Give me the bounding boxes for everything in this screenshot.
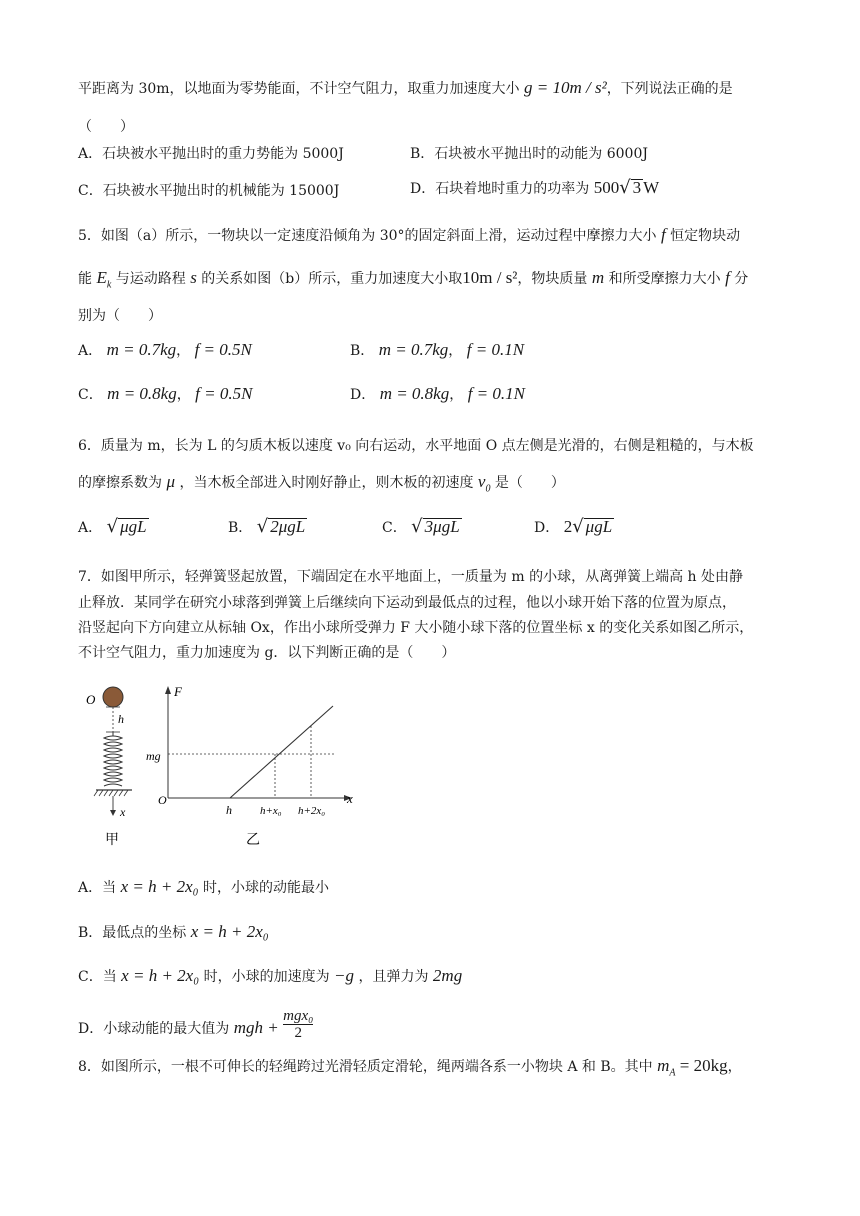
- q7-line1: 7．如图甲所示，轻弹簧竖起放置，下端固定在水平地面上，一质量为 m 的小球，从离弹簧上端高 h 处由静: [78, 569, 743, 585]
- unit: W: [643, 178, 660, 197]
- label-x: x: [120, 805, 126, 819]
- option-text: 石块被水平抛出时的重力势能为 5000J: [102, 146, 344, 162]
- text: 与运动路程: [115, 271, 186, 287]
- radicand: 2μgL: [270, 517, 306, 536]
- q4-stem: 平距离为 30m，以地面为零势能面，不计空气阻力，取重力加速度大小: [78, 81, 520, 97]
- sqrt-icon: √: [106, 516, 119, 537]
- q4-option-c[interactable]: [78, 180, 339, 200]
- q4-g-expr: g = 10m / s²: [524, 78, 607, 97]
- option-label: B．: [350, 343, 375, 359]
- f-symbol: f: [725, 268, 730, 287]
- option-value: 500: [593, 178, 620, 197]
- v0-symbol: $v_0$: [477, 472, 491, 495]
- q7-line2: 止释放．某同学在研究小球落到弹簧上后继续向下运动到最低点的过程，他以小球开始下落的位置为原点，: [78, 595, 736, 611]
- q4-option-a[interactable]: [78, 143, 344, 163]
- option-label: C．: [78, 969, 103, 985]
- m-symbol: m: [591, 268, 605, 287]
- q6-option-c[interactable]: [382, 516, 462, 537]
- option-label: C．: [78, 387, 103, 403]
- ma-value: = 20kg: [675, 1056, 728, 1075]
- option-label: D．: [410, 181, 436, 197]
- q5-line1: [78, 225, 740, 245]
- option-label: D．: [350, 387, 376, 403]
- fraction: [283, 1008, 313, 1041]
- text: 当: [102, 880, 117, 896]
- option-label: C．: [382, 520, 407, 536]
- q7-option-a[interactable]: [78, 877, 329, 897]
- radicand: 3μgL: [424, 517, 460, 536]
- text: ，当木板全部进入时刚好静止，则木板的初速度: [179, 475, 474, 491]
- label-origin: O: [158, 793, 167, 807]
- text: 当: [102, 969, 117, 985]
- q6-option-a[interactable]: [78, 516, 149, 537]
- q7-line4: 不计空气阻力，重力加速度为 g．以下判断正确的是（ ）: [78, 645, 456, 661]
- friction-value: f = 0.1N: [467, 384, 525, 403]
- sqrt-icon: √: [572, 516, 584, 537]
- friction-value: f = 0.5N: [195, 384, 253, 403]
- expr: mgh +: [233, 1017, 279, 1037]
- option-label: A．: [78, 146, 103, 162]
- text: 能: [78, 271, 92, 287]
- label-x: x: [347, 791, 353, 806]
- q7-option-c[interactable]: [78, 966, 462, 986]
- text: 时，小球的加速度为: [203, 969, 330, 985]
- q4-paren: （ ）: [78, 119, 134, 135]
- sqrt-icon: √: [411, 516, 423, 537]
- option-label: A．: [78, 520, 103, 536]
- option-label: D．: [78, 1020, 104, 1037]
- expr: 2mg: [432, 966, 463, 985]
- option-label: D．: [534, 520, 560, 536]
- text: ，物块质量: [517, 271, 588, 287]
- ball: [103, 687, 123, 707]
- mu-symbol: μ: [166, 472, 175, 491]
- text: 时，小球的动能最小: [202, 880, 329, 896]
- coefficient: 2: [563, 517, 573, 536]
- figure-yi: [140, 680, 370, 850]
- expr: x = h + 2x₀: [120, 877, 199, 896]
- text: ，: [727, 1059, 742, 1075]
- f-symbol: f: [660, 225, 666, 244]
- label-h-2x0: h+2x₀: [298, 805, 326, 817]
- q5-stem-tail: 恒定物块动: [670, 228, 741, 244]
- numerator: mgx₀: [283, 1008, 314, 1024]
- text: ，且弹力为: [358, 969, 429, 985]
- option-label: B．: [78, 925, 103, 941]
- q8-stem: 8．如图所示，一根不可伸长的轻绳跨过光滑轻质定滑轮，绳两端各系一小物块 A 和 B。其中: [78, 1059, 653, 1075]
- q5-option-c[interactable]: C． m = 0.8kg， f = 0.5N: [78, 384, 253, 403]
- label-h-x0: h+x₀: [260, 805, 282, 817]
- text: 的关系如图（b）所示，重力加速度大小取: [201, 271, 463, 287]
- radicand: 3: [632, 178, 642, 197]
- mass-value: m = 0.8kg: [107, 384, 177, 403]
- q4-option-d[interactable]: [410, 177, 659, 198]
- mass-value: m = 0.7kg: [378, 340, 449, 359]
- radicand: μgL: [585, 517, 613, 536]
- q4-option-b[interactable]: [410, 143, 648, 163]
- q8-line1: [78, 1056, 742, 1078]
- q5-option-b[interactable]: B． m = 0.7kg， f = 0.1N: [350, 340, 525, 359]
- ma-symbol: $m_A$: [657, 1056, 676, 1079]
- label-f: F: [174, 684, 182, 699]
- force-line: [230, 706, 333, 798]
- sqrt-icon: √: [619, 177, 631, 198]
- expr: x = h + 2x₀: [190, 922, 269, 941]
- text: 和所受摩擦力大小: [608, 271, 721, 287]
- expr: x = h + 2x₀: [121, 966, 200, 985]
- q4-stem-tail: ，下列说法正确的是: [606, 81, 733, 97]
- mass-value: m = 0.7kg: [106, 340, 177, 359]
- text: 的摩擦系数为: [78, 475, 162, 491]
- option-text: 石块着地时重力的功率为: [435, 181, 590, 197]
- label-o: O: [86, 692, 96, 707]
- denominator: 2: [294, 1025, 302, 1041]
- option-label: B．: [228, 520, 253, 536]
- q6-line1: 6．质量为 m，长为 L 的匀质木板以速度 v₀ 向右运动，水平地面 O 点左侧是光滑的，右侧是粗糙的，与木板: [78, 438, 754, 454]
- arrow-up-icon: [165, 686, 171, 694]
- q7-option-d[interactable]: [78, 1008, 313, 1041]
- label-h: h: [118, 712, 124, 726]
- q6-option-d[interactable]: [534, 516, 614, 537]
- caption-yi: 乙: [246, 833, 260, 848]
- q5-stem: 5．如图（a）所示，一物块以一定速度沿倾角为 30°的固定斜面上滑，运动过程中摩擦力大小: [78, 228, 657, 244]
- option-label: A．: [78, 880, 103, 896]
- text: 小球动能的最大值为: [103, 1020, 230, 1037]
- mass-value: m = 0.8kg: [379, 384, 450, 403]
- q7-line3: 沿竖起向下方向建立从标轴 Ox，作出小球所受弹力 F 大小随小球下落的位置坐标 x 的变化关系如图乙所示，: [78, 620, 754, 636]
- q5-option-d[interactable]: D． m = 0.8kg， f = 0.1N: [350, 384, 525, 403]
- label-h: h: [226, 803, 232, 817]
- text: 是（ ）: [494, 475, 565, 491]
- option-label: C．: [78, 183, 103, 199]
- arrow-down-icon: [110, 810, 116, 816]
- friction-value: f = 0.1N: [466, 340, 525, 359]
- q5-line2: [78, 268, 748, 290]
- q7-option-b[interactable]: [78, 922, 269, 942]
- radicand: μgL: [120, 517, 147, 536]
- friction-value: f = 0.5N: [194, 340, 252, 359]
- q5-option-a[interactable]: A． m = 0.7kg， f = 0.5N: [78, 340, 252, 359]
- spring: [104, 732, 122, 786]
- q4-stem-line: [78, 78, 733, 98]
- expr: −g: [334, 966, 355, 985]
- ground-hatch: [94, 790, 128, 796]
- s-symbol: s: [190, 268, 197, 287]
- q5-line3: 别为（ ）: [78, 308, 162, 324]
- text: 最低点的坐标: [102, 925, 187, 941]
- option-label: A．: [78, 343, 103, 359]
- q6-option-b[interactable]: [228, 516, 307, 537]
- ek-symbol: $E_k$: [96, 268, 112, 291]
- option-text: 石块被水平抛出时的动能为 6000J: [434, 146, 648, 162]
- g-value: 10m / s²: [462, 268, 518, 287]
- option-text: 石块被水平抛出时的机械能为 15000J: [102, 183, 340, 199]
- label-mg: mg: [146, 749, 161, 763]
- q6-line2: [78, 472, 565, 494]
- option-label: B．: [410, 146, 435, 162]
- text: 分: [734, 271, 749, 287]
- caption-jia: 甲: [105, 833, 119, 848]
- sqrt-icon: √: [256, 516, 269, 537]
